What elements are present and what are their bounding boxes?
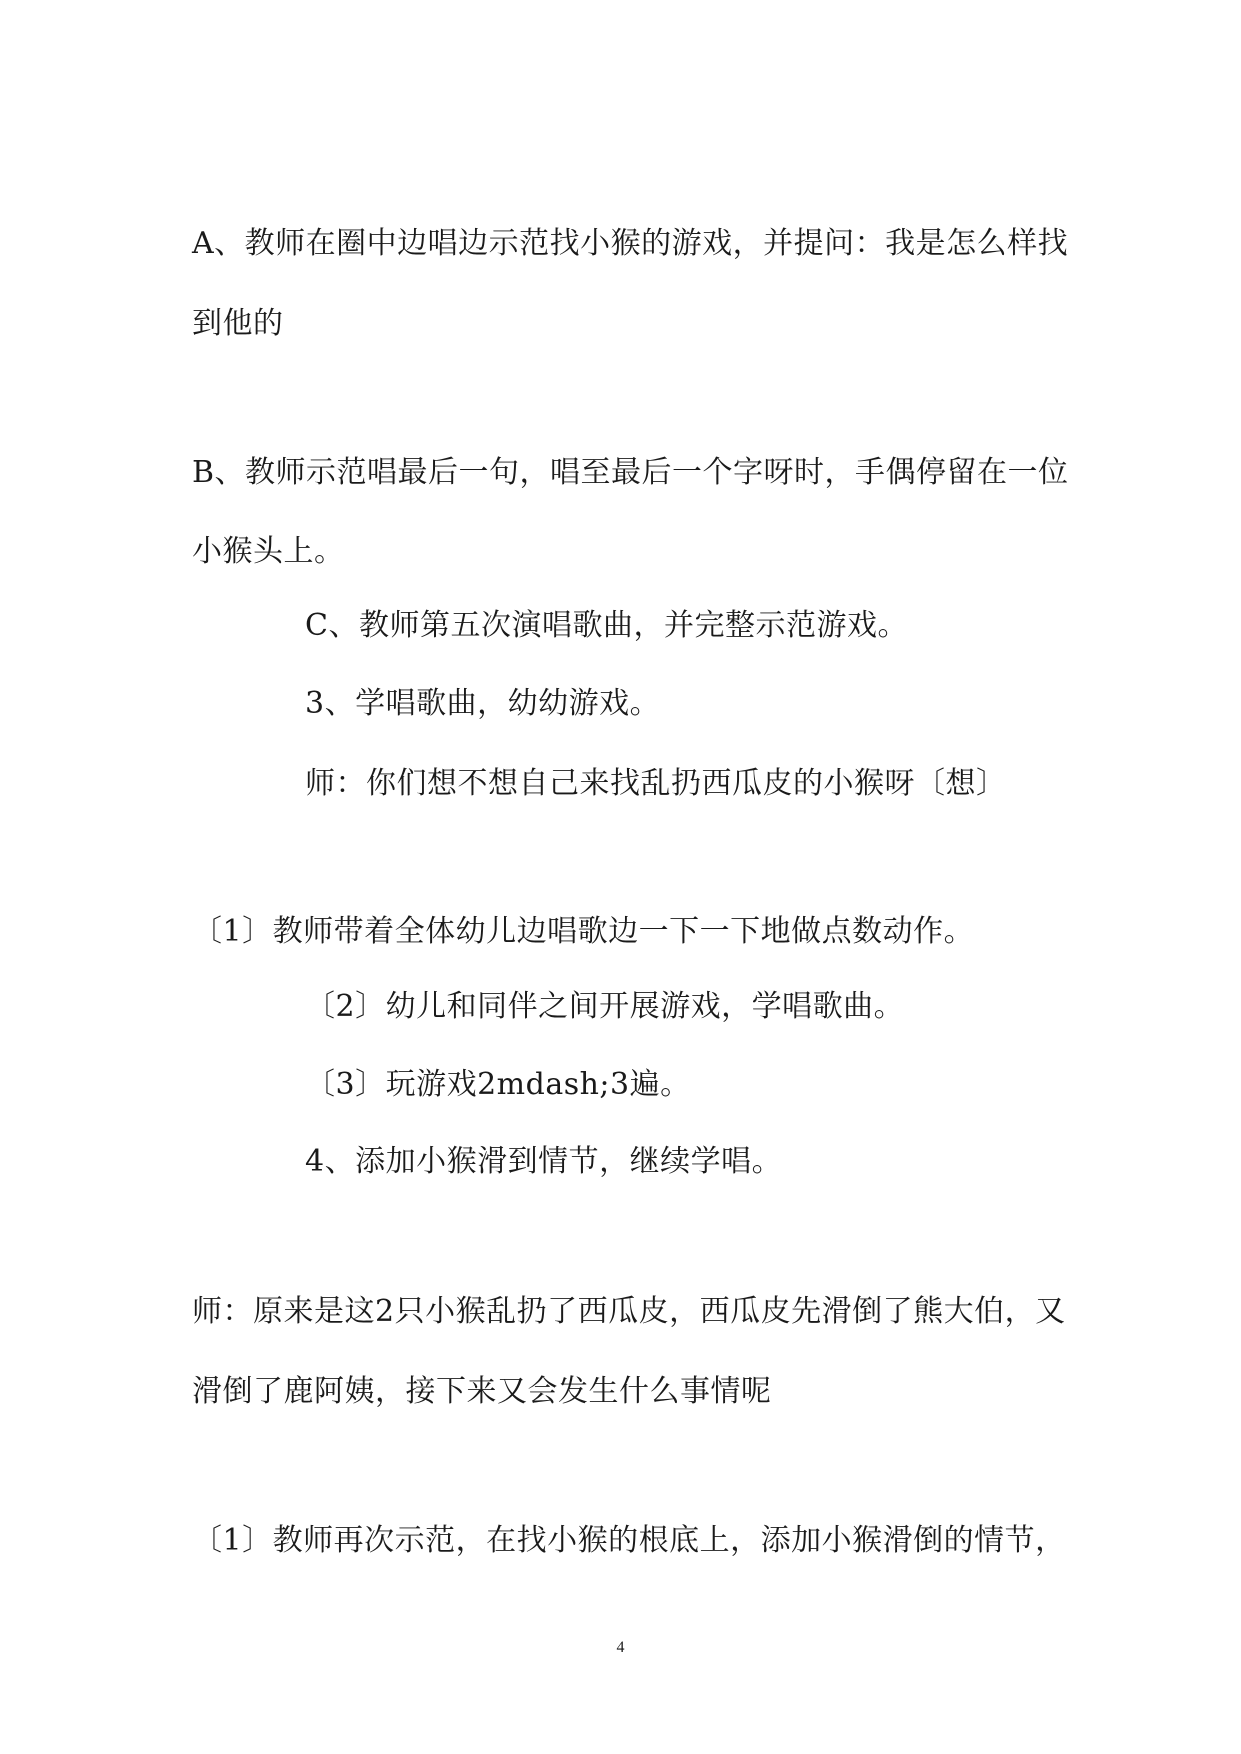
text-line-9: 〔2〕幼儿和同伴之间开展游戏，学唱歌曲。	[305, 989, 905, 1024]
page-number: 4	[616, 1639, 625, 1656]
text-line-6: 3、学唱歌曲，幼幼游戏。	[305, 686, 661, 721]
text-line-3: B、教师示范唱最后一句，唱至最后一个字呀时，手偶停留在一位	[192, 455, 1069, 490]
text-line-13: 滑倒了鹿阿姨，接下来又会发生什么事情呢	[192, 1374, 772, 1409]
text-line-14: 〔1〕教师再次示范，在找小猴的根底上，添加小猴滑倒的情节，	[192, 1523, 1066, 1558]
text-line-7: 师：你们想不想自己来找乱扔西瓜皮的小猴呀〔想〕	[305, 766, 1007, 801]
text-line-12: 师：原来是这2只小猴乱扔了西瓜皮，西瓜皮先滑倒了熊大伯，又	[192, 1294, 1066, 1329]
text-line-11: 4、添加小猴滑到情节，继续学唱。	[305, 1144, 783, 1179]
text-line-1: A、教师在圈中边唱边示范找小猴的游戏，并提问：我是怎么样找	[192, 226, 1069, 261]
text-line-5: C、教师第五次演唱歌曲，并完整示范游戏。	[305, 608, 908, 643]
text-line-4: 小猴头上。	[192, 534, 345, 569]
text-line-8: 〔1〕教师带着全体幼儿边唱歌边一下一下地做点数动作。	[192, 914, 975, 949]
text-line-2: 到他的	[192, 306, 284, 341]
text-line-10: 〔3〕玩游戏2mdash;3遍。	[305, 1067, 691, 1102]
